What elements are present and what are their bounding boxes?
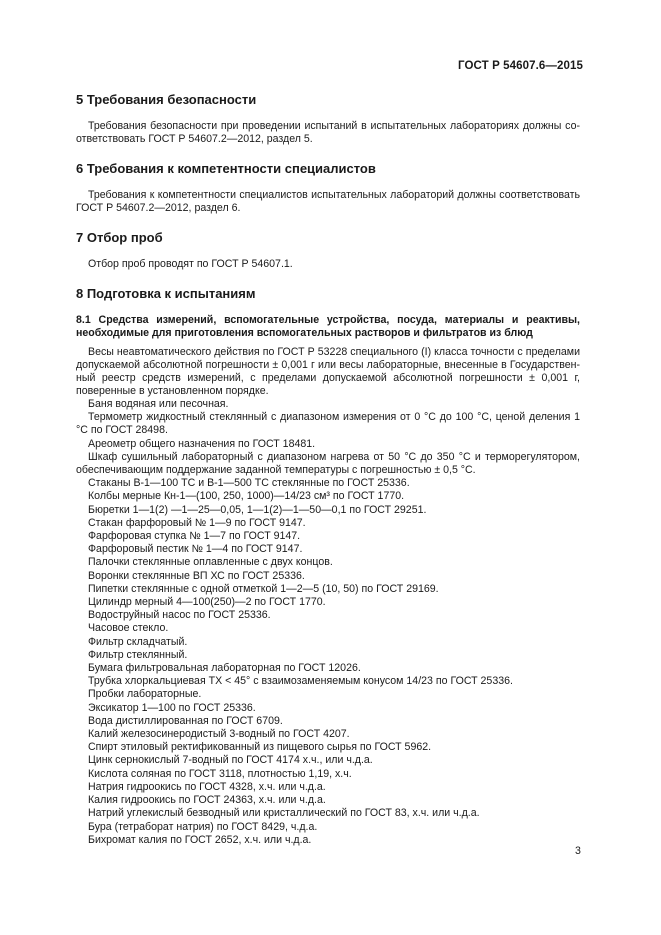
equipment-list [76, 398, 580, 847]
section-heading: 5 Требования безопасности [76, 92, 257, 107]
section-heading: 6 Требования к компетентности специалистов [76, 161, 376, 176]
list-item: Эксикатор 1—100 по ГОСТ 25336. [88, 701, 256, 714]
section-8 [76, 286, 580, 847]
section-5 [76, 92, 580, 146]
section-text: Требования к компетентности специалистов испытательных лабораторий должны соответствовать ГОСТ Р 54607.2—2012, раздел 6. [76, 189, 580, 214]
list-item: Воронки стеклянные ВП ХС по ГОСТ 25336. [88, 569, 305, 582]
list-item: Пипетки стеклянные с одной отметкой 1—2—5 (10, 50) по ГОСТ 29169. [88, 582, 439, 595]
subsection-heading: 8.1 Средства измерений, вспомогательные устройства, посуда, материалы и реактивы, необходимые для приготовления вспомогательных растворов и фильтратов из блюд [76, 314, 580, 339]
list-item: Бюретки 1—1(2) —1—25—0,05, 1—1(2)—1—50—0,1 по ГОСТ 29251. [88, 503, 427, 516]
section-heading: 8 Подготовка к испытаниям [76, 286, 256, 301]
list-item: Фильтр стеклянный. [88, 648, 188, 661]
list-item: Фарфоровый пестик № 1—4 по ГОСТ 9147. [88, 543, 303, 556]
list-item: Калий железосинеродистый 3-водный по ГОСТ 4207. [88, 728, 350, 741]
section-text: Отбор проб проводят по ГОСТ Р 54607.1. [88, 258, 293, 270]
list-item: Баня водяная или песочная. [88, 398, 229, 410]
list-item: Часовое стекло. [88, 622, 169, 635]
standard-code: ГОСТ Р 54607.6—2015 [458, 60, 583, 72]
list-item: Бумага фильтровальная лабораторная по ГОСТ 12026. [88, 662, 361, 675]
list-item: Палочки стеклянные оплавленные с двух концов. [88, 556, 333, 569]
list-item: Фильтр складчатый. [88, 635, 188, 648]
list-item: Цинк сернокислый 7-водный по ГОСТ 4174 х.ч., или ч.д.а. [88, 754, 373, 767]
list-item: Кислота соляная по ГОСТ 3118, плотностью 1,19, х.ч. [88, 767, 352, 780]
list-item: Натрия гидроокись по ГОСТ 4328, х.ч. или ч.д.а. [88, 780, 326, 793]
section-heading: 7 Отбор проб [76, 230, 163, 245]
list-item: Вода дистиллированная по ГОСТ 6709. [88, 714, 283, 727]
intro-paragraph: Весы неавтоматического действия по ГОСТ Р 53228 специального (I) класса точности с пределами допускаемой абсолютной погрешности ± 0,001 г или весы лабораторные, внесенные в Государственный реестр средств измерений, с пределами допускаемой абсолютной погрешности ± 0,001 г, поверенные в установленном порядке. [76, 346, 580, 397]
section-7 [76, 230, 580, 271]
section-6 [76, 161, 580, 215]
list-item: Спирт этиловый ректификованный из пищевого сырья по ГОСТ 5962. [88, 741, 432, 754]
list-item: Цилиндр мерный 4—100(250)—2 по ГОСТ 1770. [88, 596, 326, 609]
list-item: Водоструйный насос по ГОСТ 25336. [88, 609, 271, 622]
section-text: Требования безопасности при проведении испытаний в испытательных лабораториях должны соответствовать ГОСТ Р 54607.2—2012, раздел 5. [76, 120, 580, 145]
list-item: Калия гидроокись по ГОСТ 24363, х.ч. или ч.д.а. [88, 794, 326, 807]
list-item: Трубка хлоркальциевая ТХ < 45° с взаимозаменяемым конусом 14/23 по ГОСТ 25336. [88, 675, 513, 688]
list-item: Колбы мерные Кн-1—(100, 250, 1000)—14/23 см³ по ГОСТ 1770. [88, 490, 405, 503]
list-item: Термометр жидкостный стеклянный с диапазоном измерения от 0 °С до 100 °С, ценой деления 1 °С по ГОСТ 28498. [76, 411, 580, 437]
list-item: Пробки лабораторные. [88, 688, 202, 701]
list-item: Ареометр общего назначения по ГОСТ 18481. [88, 437, 316, 450]
list-item: Фарфоровая ступка № 1—7 по ГОСТ 9147. [88, 530, 301, 543]
list-item: Бихромат калия по ГОСТ 2652, х.ч. или ч.д.а. [88, 833, 312, 846]
page-number: 3 [575, 845, 581, 857]
list-item: Стакан фарфоровый № 1—9 по ГОСТ 9147. [88, 516, 306, 529]
page-content [76, 92, 580, 862]
list-item: Шкаф сушильный лабораторный с диапазоном нагрева от 50 °С до 350 °С и терморегулятором, обеспечивающим поддержание заданной температуры с погрешностью ± 0,5 °С. [76, 450, 580, 477]
list-item: Стаканы В-1—100 ТС и В-1—500 ТС стеклянные по ГОСТ 25336. [88, 477, 410, 490]
list-item: Бура (тетраборат натрия) по ГОСТ 8429, ч.д.а. [88, 820, 318, 833]
list-item: Натрий углекислый безводный или кристаллический по ГОСТ 83, х.ч. или ч.д.а. [88, 807, 480, 820]
